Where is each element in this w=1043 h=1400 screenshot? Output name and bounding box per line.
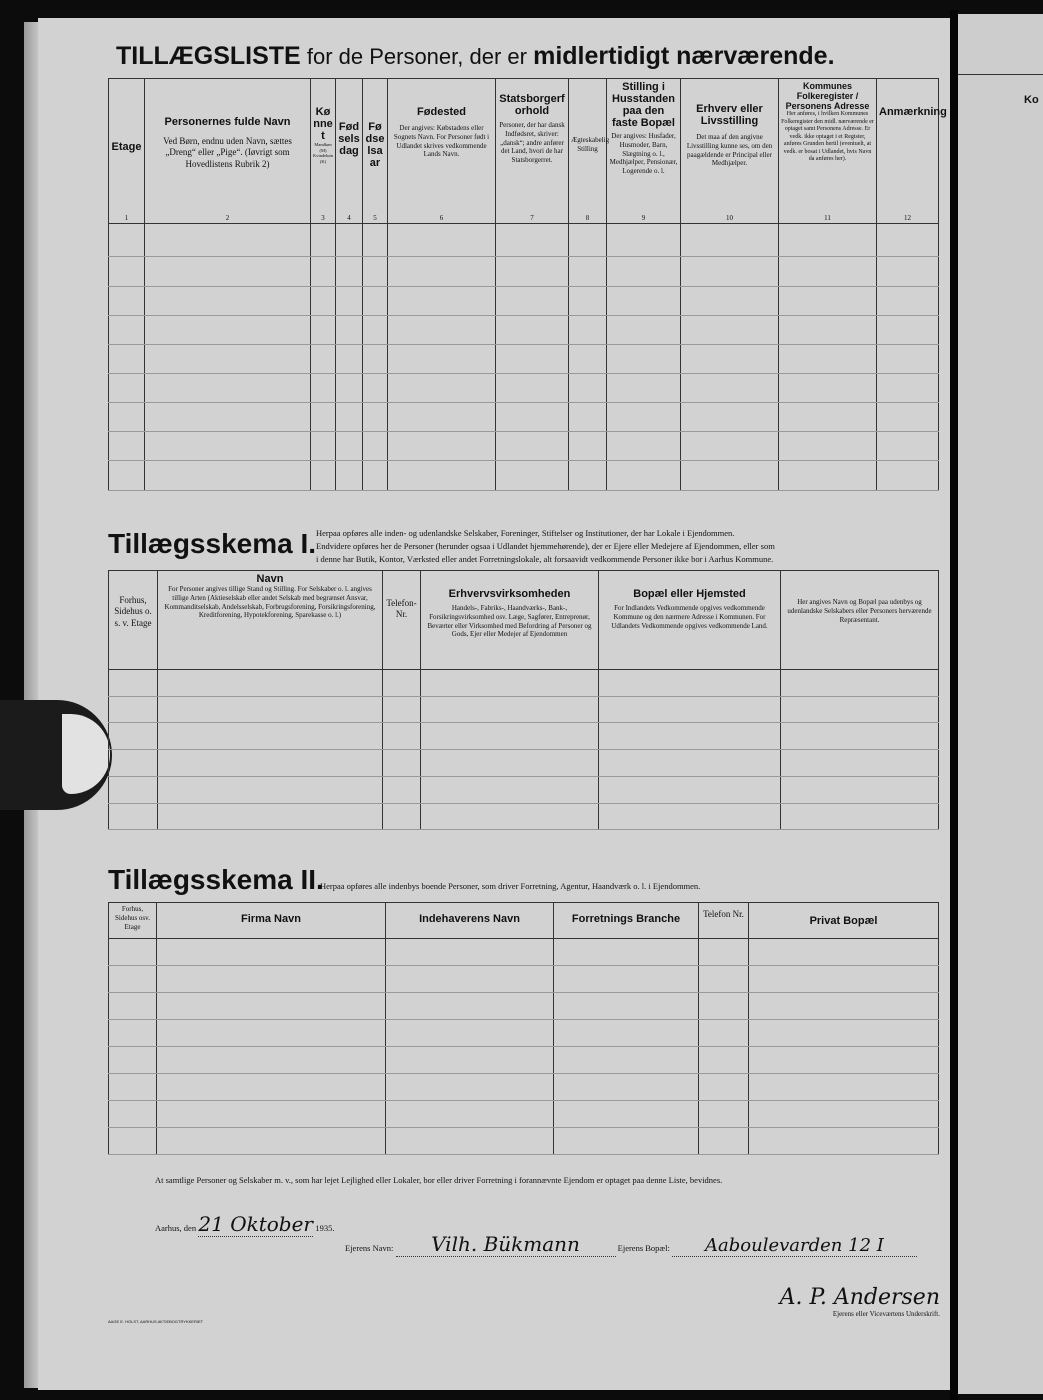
facing-page-fragment: Ko — [1024, 94, 1039, 106]
schema1-header-row — [109, 571, 939, 670]
col-erhverv: Erhverv eller Livsstilling Det maa af den angivne Livsstilling kunne ses, om den paagældende er Principal eller Medhjælper. 10 — [681, 79, 779, 224]
schema1-row[interactable] — [109, 804, 939, 830]
schema2-row[interactable] — [109, 1047, 939, 1074]
facing-page-rule — [958, 74, 1043, 75]
table1-body — [109, 224, 939, 491]
schema2-row[interactable] — [109, 1074, 939, 1101]
schema2-col-indehaver: Indehaverens Navn — [386, 903, 554, 939]
date-handwritten[interactable]: 21 Oktober — [198, 1212, 313, 1236]
table1-row[interactable] — [109, 432, 939, 461]
main-title-normal: for de Personer, der er — [306, 44, 527, 69]
schema1-body — [109, 670, 939, 830]
schema2-col-etage: Forhus, Sidehus osv. Etage — [109, 903, 157, 939]
col-foedselsdag: Fødselsdag 4 — [336, 79, 363, 224]
certification-text: At samtlige Personer og Selskaber m. v., som har lejet Lejlighed eller Lokaler, bor eller driver Forretning i forannævnte Ejendom er optaget paa denne Liste, bevidnes. — [155, 1175, 723, 1185]
main-title-bold2: midlertidigt nærværende. — [533, 42, 835, 70]
schema2-intro: Herpaa opføres alle indenbys boende Personer, som driver Forretning, Agentur, Haandværk o. l. i Ejendommen. — [320, 881, 701, 891]
owner-address-handwritten[interactable]: Aaboulevarden 12 I — [672, 1235, 917, 1257]
schema1-col-erhverv: Erhvervsvirksomheden Handels-, Fabriks-, Haandværks-, Bank-, Forsikringsvirksomhed osv. Læge, Sagfører, Entreprenør, Beværter eller Virksomhed med Befordring af Personer og Gods, Ejer eller Medejer af Ejendommen — [421, 571, 599, 670]
schema1-col-repraesentant: Her angives Navn og Bopæl paa udenbys og udenlandske Selskabers eller Personers herværende Repræsentant. — [781, 571, 939, 670]
owner-name-handwritten[interactable]: Vilh. Bükmann — [396, 1232, 616, 1257]
schema2-row[interactable] — [109, 966, 939, 993]
tillaegsliste-table — [108, 78, 947, 491]
year-label: 1935. — [315, 1223, 335, 1233]
schema2-row[interactable] — [109, 993, 939, 1020]
schema1-row[interactable] — [109, 723, 939, 750]
schema2-table — [108, 902, 939, 1155]
schema1-intro-line: i denne har Butik, Kontor, Værksted eller andet Forretningslokale, alt forsaavidt vedkommende Personer ikke bor i Aarhus Kommune. — [316, 553, 774, 564]
schema1-title: Tillægsskema I. — [108, 528, 317, 559]
schema2-col-branche: Forretnings Branche — [554, 903, 699, 939]
table1-row[interactable] — [109, 374, 939, 403]
table1-row[interactable] — [109, 257, 939, 287]
facing-page — [958, 14, 1043, 1394]
col-etage: Etage 1 — [109, 79, 145, 224]
main-title-bold1: TILLÆGSLISTE — [116, 42, 301, 70]
schema1-col-navn: Navn For Personer angives tillige Stand og Stilling. For Selskaber o. l. angives tillige Arten (Aktieselskab eller andet Selskab med begrænset Ansvar, Kommanditselskab, Andelsselskab, Forbrugsforening, Forsikringsforening, Kreditforening, Hypotekforening, Sparekasse o. l.) — [158, 571, 383, 670]
col-aegteskab: Ægteskabelig Stilling 8 — [569, 79, 607, 224]
owner-line — [345, 1232, 917, 1257]
schema2-body — [109, 939, 939, 1155]
schema1-row[interactable] — [109, 750, 939, 777]
table1-row[interactable] — [109, 461, 939, 491]
col-stilling: Stilling i Husstanden paa den faste Bopæl Der angives: Husfader, Husmoder, Barn, Slægtning o. l., Medhjælper, Pensionær, Logerende o. l. 9 — [607, 79, 681, 224]
schema1-col-bopael: Bopæl eller Hjemsted For Indlandets Vedkommende opgives vedkommende Kommune og den nærmere Adresse i Kommunen. For Udlandets Vedkommende opgives vedkommende Land. — [599, 571, 781, 670]
table1-row[interactable] — [109, 224, 939, 257]
table1-header-row — [109, 79, 939, 224]
schema2-col-bopael: Privat Bopæl — [749, 903, 939, 939]
schema2-title: Tillægsskema II. — [108, 864, 324, 895]
schema1-row[interactable] — [109, 670, 939, 697]
col-koennet: Kønnet Mandkøn (M) Kvindekøn (K) 3 — [311, 79, 336, 224]
signer-label: Ejerens eller Viceværtens Underskrift. — [832, 1310, 940, 1318]
book-gutter — [950, 10, 958, 1400]
table1-row[interactable] — [109, 316, 939, 345]
date-line — [155, 1212, 334, 1237]
schema2-row[interactable] — [109, 1020, 939, 1047]
table1-row[interactable] — [109, 345, 939, 374]
signer-handwritten[interactable]: A. P. Andersen — [779, 1285, 940, 1310]
col-foedselsaar: Fødselsaar 5 — [363, 79, 388, 224]
schema2-row[interactable] — [109, 939, 939, 966]
schema2-row[interactable] — [109, 1128, 939, 1155]
owner-name-label: Ejerens Navn: — [345, 1243, 394, 1253]
place-label: Aarhus, den — [155, 1223, 197, 1233]
schema1-table — [108, 570, 939, 830]
schema1-col-etage: Forhus, Sidehus o. s. v. Etage — [109, 571, 158, 670]
owner-address-label: Ejerens Bopæl: — [617, 1243, 670, 1253]
schema1-intro-line: Endvidere opføres her de Personer (herunder ogsaa i Udlandet hjemmehørende), der er Ejere eller Medejere af Ejendommen, eller som — [316, 540, 775, 551]
col-foedested: Fødested Der angives: Købstadens eller Sognets Navn. For Personer født i Udlandet skrives vedkommende Lands Navn. 6 — [388, 79, 496, 224]
main-title — [116, 42, 835, 71]
schema1-row[interactable] — [109, 777, 939, 804]
schema1-intro-line: Herpaa opføres alle inden- og udenlandske Selskaber, Foreninger, Stiftelser og Institutioner, der har Lokale i Ejendommen. — [316, 528, 735, 538]
col-folkeregister: Kommunes Folkeregister / Personens Adresse Her anføres, i hvilken Kommunes Folkeregister den midl. nærværende er optaget samt Personens Adresse. Er vedk. ikke optaget i et Register, anføres Grunden hertil (eventuelt, at vedk. er bosat i Udlandet, hvis Navn da anføres her). 11 — [779, 79, 877, 224]
schema2-col-telefon: Telefon Nr. — [699, 903, 749, 939]
table1-row[interactable] — [109, 287, 939, 316]
col-statsborger: Statsborgerforhold Personer, der har dansk Indfødsret, skriver: „dansk“; andre anfører det Land, hvori de har Statsborgerret. 7 — [496, 79, 569, 224]
schema1-col-telefon: Telefon-Nr. — [383, 571, 421, 670]
schema1-intro — [316, 527, 775, 565]
schema1-row[interactable] — [109, 697, 939, 723]
col-anmaerkning: Anmærkning 12 — [877, 79, 939, 224]
table1-row[interactable] — [109, 403, 939, 432]
schema2-header-row — [109, 903, 939, 939]
printer-mark: AAGE E. HOLST, AARHUS AKTIEBOGTRYKKERIET — [108, 1319, 204, 1324]
schema2-col-firma: Firma Navn — [157, 903, 386, 939]
col-name: Personernes fulde Navn Ved Børn, endnu uden Navn, sættes „Dreng“ eller „Pige“. (Iøvrigt som Hovedlistens Rubrik 2) 2 — [145, 79, 311, 224]
signer-block — [680, 1285, 940, 1318]
schema2-row[interactable] — [109, 1101, 939, 1128]
